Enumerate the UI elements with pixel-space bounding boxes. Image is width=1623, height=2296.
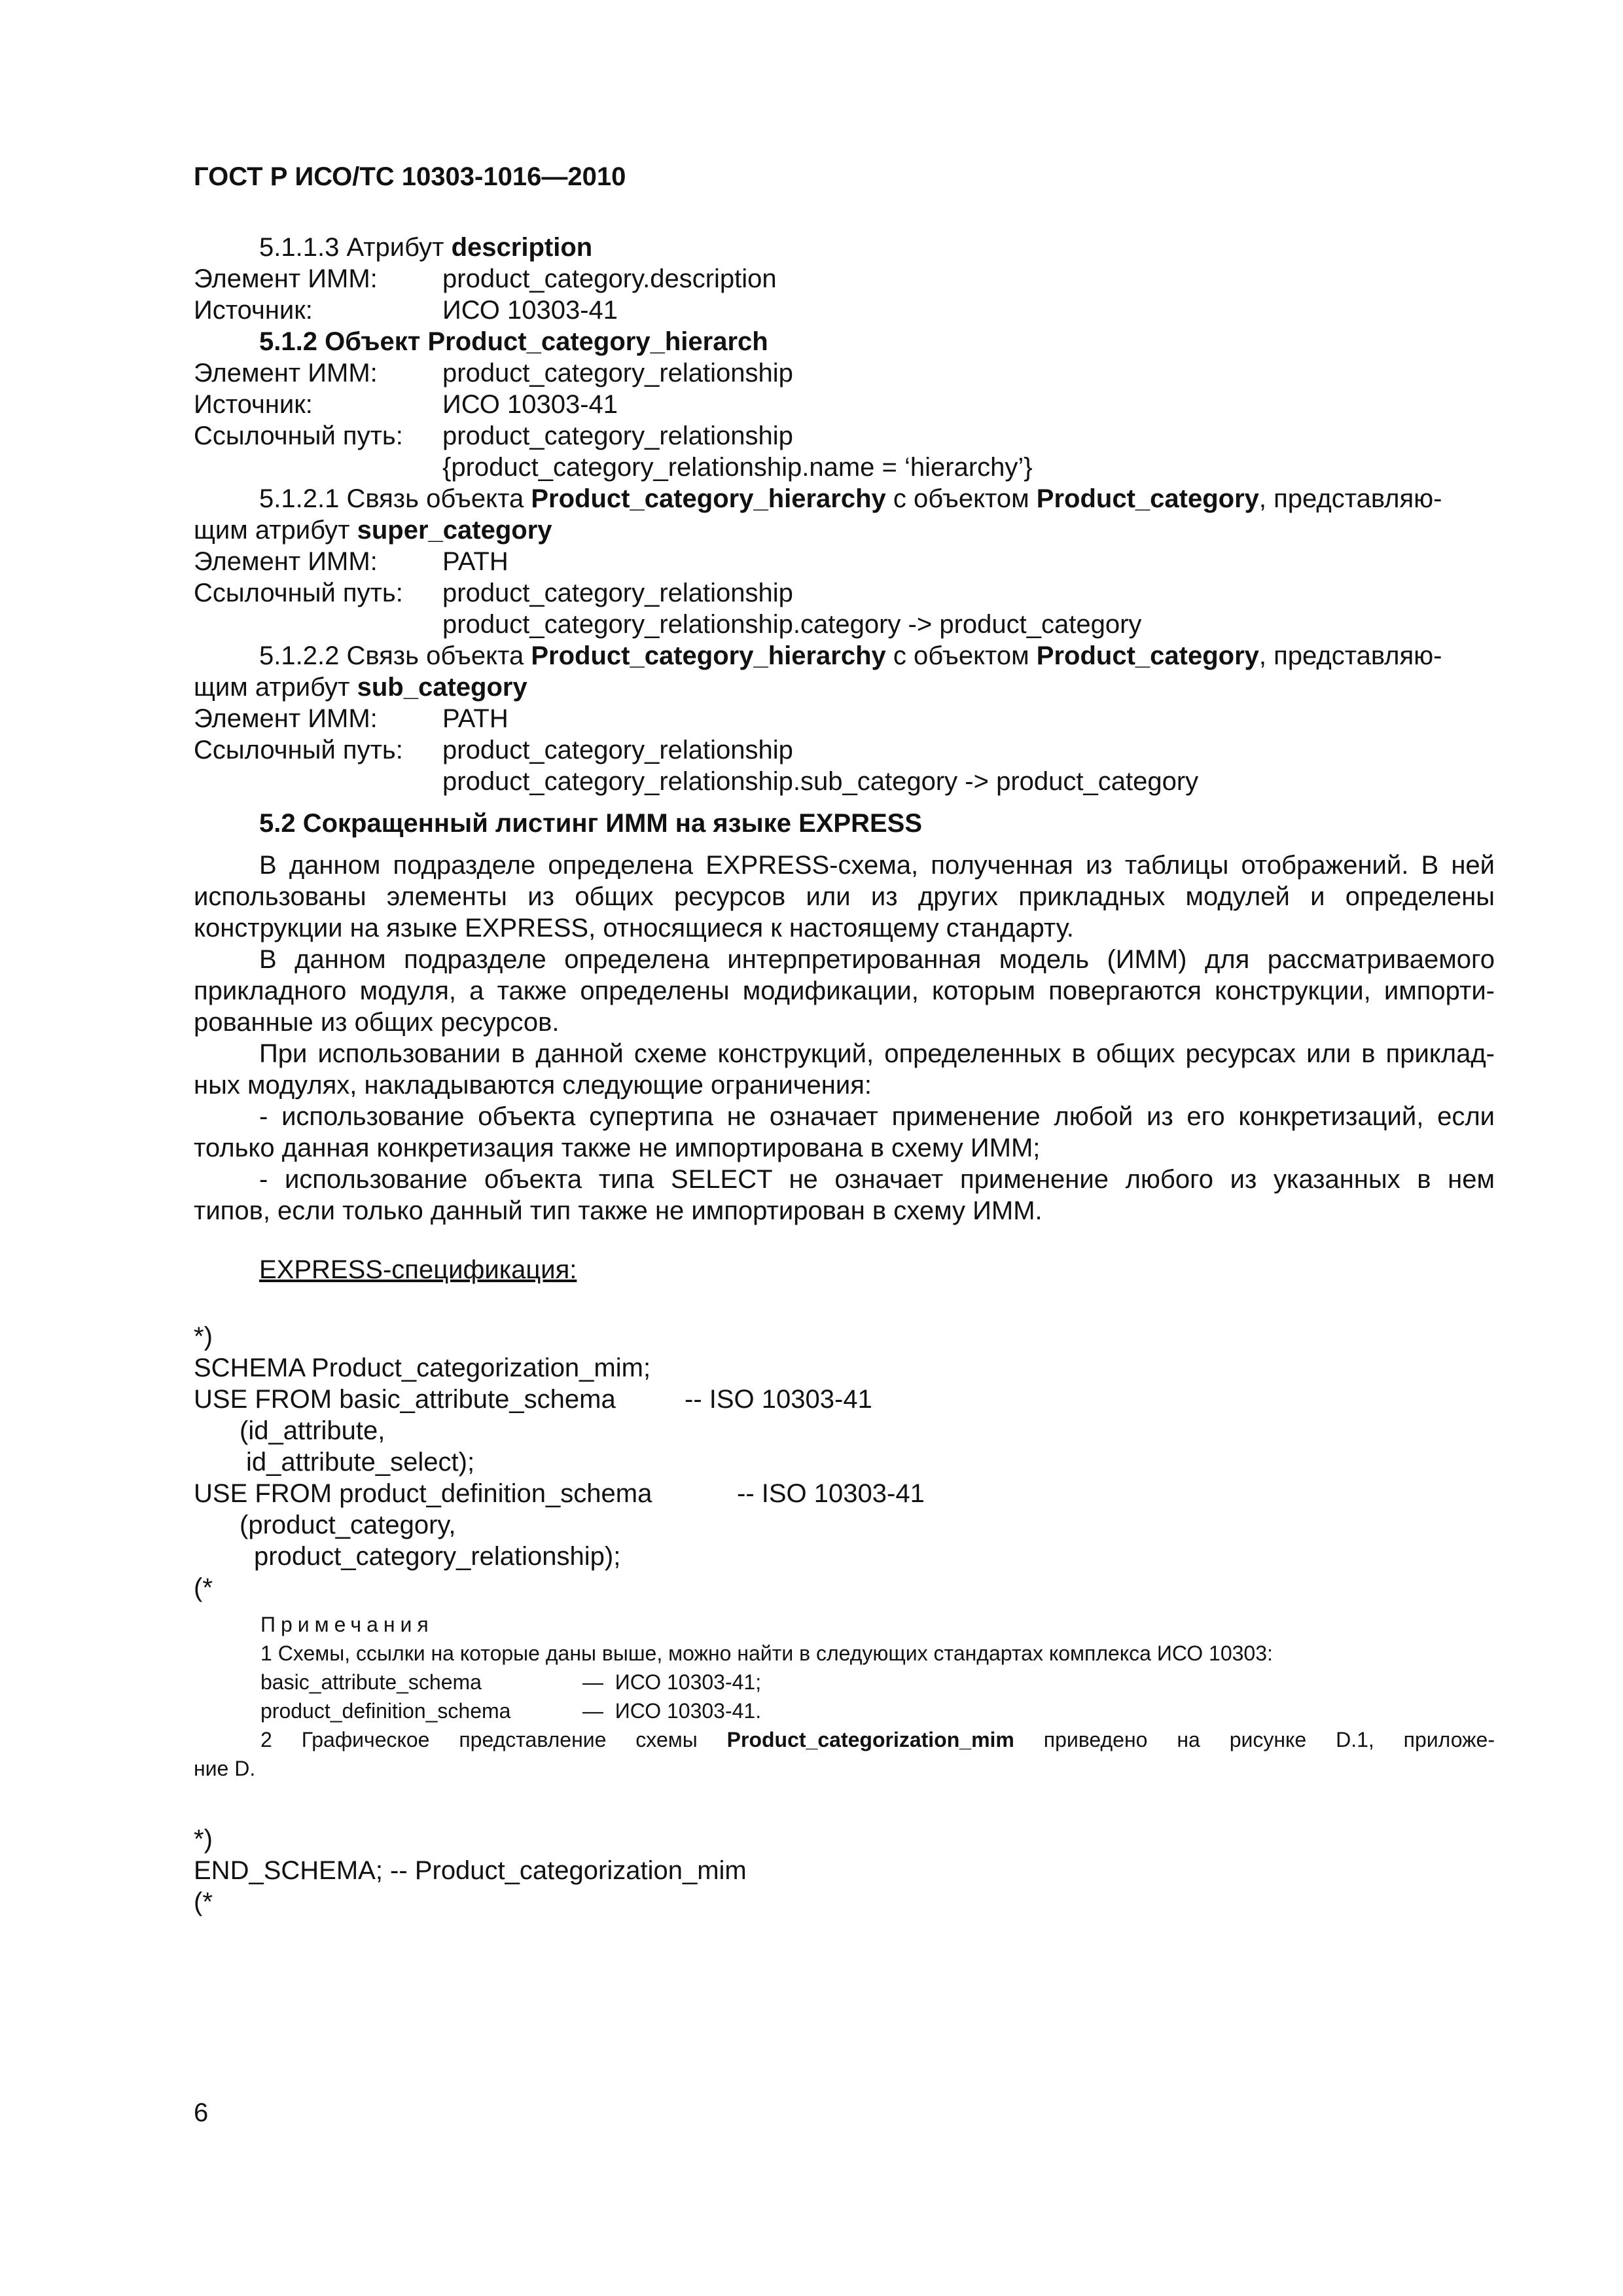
text-run: , представляю- <box>1258 641 1442 670</box>
source-label: Источник: <box>194 390 313 419</box>
code-line: (id_attribute, <box>240 1416 385 1445</box>
clause-5-1-2-2-line <box>259 640 1442 672</box>
entity-name: Product_category_hierarchy <box>531 641 886 670</box>
bullet-line: - использование объекта типа SELECT не означает применение любого из указанных в нем <box>259 1165 1495 1194</box>
note-schema-name: product_definition_schema <box>260 1699 511 1723</box>
attribute-name: description <box>451 233 593 262</box>
document-header: ГОСТ Р ИСО/ТС 10303-1016—2010 <box>194 162 626 191</box>
paragraph-line: конструкции на языке EXPRESS, относящиеся к настоящему стандарту. <box>194 914 1074 942</box>
attribute-name: sub_category <box>357 673 527 702</box>
paragraph-line: рованные из общих ресурсов. <box>194 1008 560 1037</box>
bullet-line: типов, если только данный тип также не импортирован в схему ИММ. <box>194 1196 1043 1225</box>
reference-path-line: product_category_relationship <box>442 736 793 764</box>
source-value: ИСО 10303-41 <box>442 296 618 325</box>
express-spec-label: EXPRESS-спецификация: <box>259 1255 577 1284</box>
text-run: с объектом <box>885 484 1037 513</box>
clause-5-1-1-3-heading <box>259 232 592 263</box>
imm-value: PATH <box>442 547 508 576</box>
reference-path-line: {product_category_relationship.name = ‘hierarchy’} <box>442 453 1033 482</box>
text-run: 2 Графическое представление схемы <box>260 1728 727 1751</box>
note-schema-name: basic_attribute_schema <box>260 1670 482 1694</box>
clause-5-1-2-1-line <box>259 483 1442 514</box>
entity-name: Product_category_hierarchy <box>531 484 886 513</box>
code-line: SCHEMA Product_categorization_mim; <box>194 1354 651 1382</box>
reference-path-line: product_category_relationship.sub_category -> product_category <box>442 767 1199 796</box>
paragraph-line: ных модулях, накладываются следующие ограничения: <box>194 1071 872 1100</box>
schema-name: Product_categorization_mim <box>726 1728 1014 1751</box>
code-line: id_attribute_select); <box>246 1448 475 1477</box>
code-line: (* <box>194 1888 213 1916</box>
note-2-continued: ние D. <box>194 1757 256 1780</box>
entity-name: Product_category <box>1036 484 1259 513</box>
note-schema-ref: — ИСО 10303-41. <box>582 1699 762 1723</box>
code-comment: -- ISO 10303-41 <box>685 1385 872 1414</box>
clause-5-1-2-heading <box>259 326 768 357</box>
paragraph-line: В данном подразделе определена EXPRESS-схема, полученная из таблицы отображений. В ней <box>259 851 1495 880</box>
paragraph-line: использованы элементы из общих ресурсов или из других прикладных модулей и определены <box>194 882 1495 911</box>
text-run: щим атрибут <box>194 673 357 702</box>
paragraph-line: При использовании в данной схеме конструкций, определенных в общих ресурсах или в приклад- <box>259 1039 1495 1068</box>
page-number: 6 <box>194 2098 209 2127</box>
reference-path-label: Ссылочный путь: <box>194 422 403 450</box>
reference-path-label: Ссылочный путь: <box>194 736 403 764</box>
reference-path-line: product_category_relationship <box>442 422 793 450</box>
code-line: USE FROM basic_attribute_schema <box>194 1385 616 1414</box>
clause-5-1-2-1-line2 <box>194 514 552 546</box>
paragraph-line: прикладного модуля, а также определены модификации, которым повергаются конструкции, импорти- <box>194 977 1495 1005</box>
text-run: приведено на рисунке D.1, приложе- <box>1014 1728 1495 1751</box>
clause-5-1-2-2-line2 <box>194 672 527 703</box>
reference-path-label: Ссылочный путь: <box>194 579 403 607</box>
text-run: щим атрибут <box>194 516 357 545</box>
section-5-2-heading: 5.2 Сокращенный листинг ИММ на языке EXPRESS <box>259 809 923 838</box>
imm-label: Элемент ИММ: <box>194 359 378 387</box>
note-2 <box>260 1727 1495 1753</box>
imm-value: product_category.description <box>442 264 777 293</box>
code-comment: -- ISO 10303-41 <box>737 1479 925 1508</box>
bullet-line: - использование объекта супертипа не означает применение любой из его конкретизаций, если <box>259 1102 1495 1131</box>
heading-prefix: 5.1.2 Объект <box>259 327 428 356</box>
note-1: 1 Схемы, ссылки на которые даны выше, можно найти в следующих стандартах комплекса ИСО 10303: <box>260 1641 1273 1665</box>
code-line: *) <box>194 1825 213 1854</box>
source-label: Источник: <box>194 296 313 325</box>
note-schema-ref: — ИСО 10303-41; <box>582 1670 762 1694</box>
notes-title: Примечания <box>260 1613 434 1636</box>
code-line: END_SCHEMA; -- Product_categorization_mim <box>194 1856 747 1885</box>
imm-label: Элемент ИММ: <box>194 547 378 576</box>
clause-number-text: 5.1.1.3 Атрибут <box>259 233 452 262</box>
source-value: ИСО 10303-41 <box>442 390 618 419</box>
bullet-line: только данная конкретизация также не импортирована в схему ИММ; <box>194 1134 1041 1162</box>
entity-name: Product_category <box>1036 641 1259 670</box>
imm-value: PATH <box>442 704 508 733</box>
code-line: USE FROM product_definition_schema <box>194 1479 652 1508</box>
text-run: , представляю- <box>1258 484 1442 513</box>
code-line: *) <box>194 1322 213 1351</box>
text-run: 5.1.2.1 Связь объекта <box>259 484 531 513</box>
heading-entity-name: Product_category_hierarch <box>427 327 768 356</box>
reference-path-line: product_category_relationship <box>442 579 793 607</box>
code-line: product_category_relationship); <box>254 1542 621 1571</box>
imm-value: product_category_relationship <box>442 359 793 387</box>
code-line: (* <box>194 1573 213 1602</box>
paragraph-line: В данном подразделе определена интерпретированная модель (ИММ) для рассматриваемого <box>259 945 1495 974</box>
imm-label: Элемент ИММ: <box>194 264 378 293</box>
text-run: 5.1.2.2 Связь объекта <box>259 641 531 670</box>
imm-label: Элемент ИММ: <box>194 704 378 733</box>
attribute-name: super_category <box>357 516 552 545</box>
code-line: (product_category, <box>240 1511 456 1539</box>
text-run: с объектом <box>885 641 1037 670</box>
reference-path-line: product_category_relationship.category -> product_category <box>442 610 1142 639</box>
